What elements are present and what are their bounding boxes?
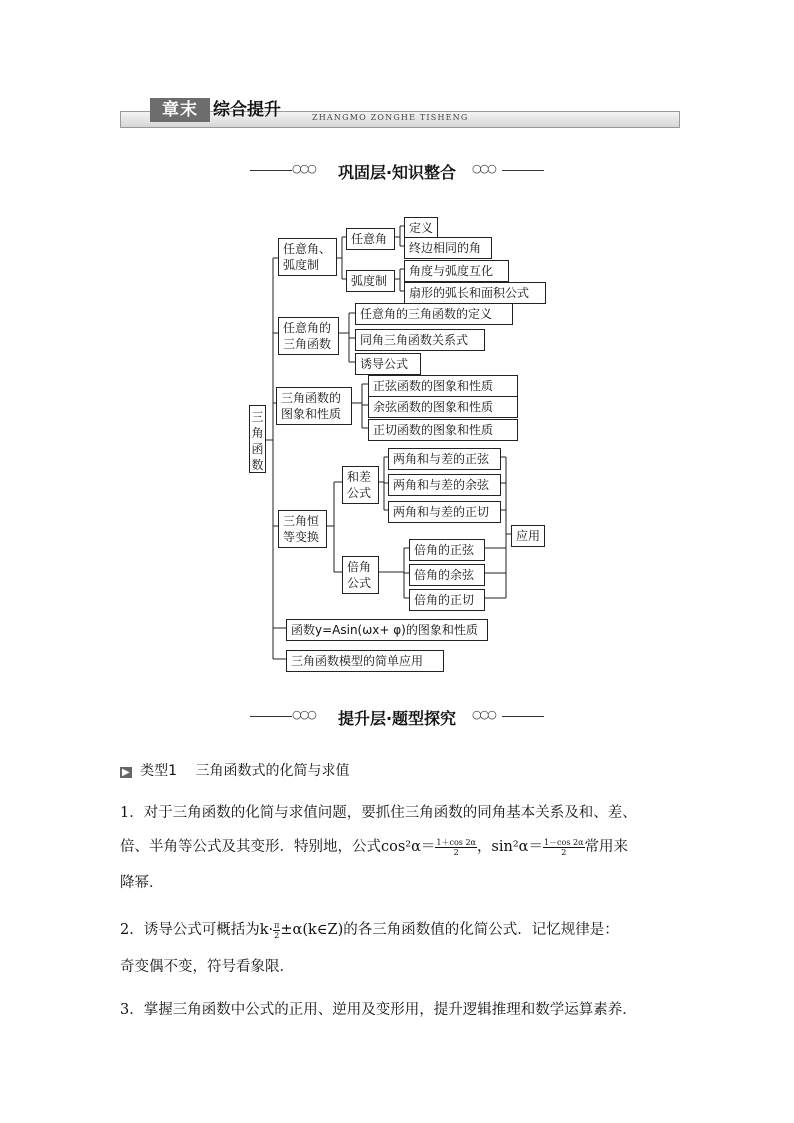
node-angle-radian: 任意角、弧度制 <box>278 238 337 276</box>
fraction-den: 2 <box>561 847 567 857</box>
para-1-line-3: 降幂． <box>120 875 164 891</box>
leaf-coterminal: 终边相同的角 <box>404 237 492 259</box>
leaf-definition: 定义 <box>404 217 438 239</box>
leaf-same-angle-relation: 同角三角函数关系式 <box>355 329 485 351</box>
type-title: 三角函数式的化简与求值 <box>195 763 350 779</box>
node-trig-of-any-angle: 任意角的三角函数 <box>278 317 339 355</box>
formula-k: k· <box>259 922 274 938</box>
chapter-title: 综合提升 <box>213 100 281 120</box>
fraction-cos <box>435 838 477 857</box>
formula-cos2: cos²α＝ <box>381 839 436 855</box>
leaf-induction-formula: 诱导公式 <box>355 353 421 375</box>
type-heading <box>120 760 350 780</box>
node-trig-model: 三角函数模型的简单应用 <box>286 650 444 672</box>
leaf-angle-radian-convert: 角度与弧度互化 <box>404 260 509 282</box>
para-1-line-2 <box>120 832 680 862</box>
formula-sin2: ，sin²α＝ <box>476 839 543 855</box>
rings-icon: ○○○ <box>472 708 495 721</box>
chapter-tag: 章末 <box>150 98 210 122</box>
node-sum-diff-formula: 和差公式 <box>342 466 379 504</box>
node-identity-transform: 三角恒等变换 <box>278 510 327 548</box>
leaf-sector-formula: 扇形的弧长和面积公式 <box>404 282 546 304</box>
play-marker-icon: ▶ <box>122 767 130 778</box>
leaf-double-tangent: 倍角的正切 <box>409 589 485 611</box>
node-radian: 弧度制 <box>346 270 395 292</box>
fraction-num: 1－cos 2α <box>543 837 584 847</box>
leaf-trig-definition: 任意角的三角函数的定义 <box>355 303 513 325</box>
node-asin-function: 函数y=Asin(ωx+ φ)的图象和性质 <box>286 619 488 641</box>
fraction-num: 1＋cos 2α <box>436 837 476 847</box>
fraction-den: 2 <box>453 847 459 857</box>
section-title-consolidate: 巩固层·知识整合 <box>337 163 457 182</box>
para-2-text: 2．诱导公式可概括为 <box>120 922 260 938</box>
mindmap-root: 三角函数 <box>249 405 266 473</box>
fraction-num: π <box>274 920 280 930</box>
para-1-line-1: 1．对于三角函数的化简与求值问题，要抓住三角函数的同角基本关系及和、差、 <box>120 805 637 821</box>
node-double-angle-formula: 倍角公式 <box>342 556 379 594</box>
fraction-sin <box>543 838 585 857</box>
leaf-sum-diff-cosine: 两角和与差的余弦 <box>388 474 501 496</box>
para-2-line-2: 奇变偶不变，符号看象限． <box>120 959 294 975</box>
section-title-explore: 提升层·题型探究 <box>337 709 457 728</box>
para-1-tail: 常用来 <box>584 839 628 855</box>
fraction-den: 2 <box>274 930 280 940</box>
leaf-sine-graph: 正弦函数的图象和性质 <box>368 375 518 397</box>
rings-icon: ○○○ <box>472 162 495 175</box>
leaf-double-sine: 倍角的正弦 <box>409 539 485 561</box>
para-1-text: 倍、半角等公式及其变形．特别地，公式 <box>120 839 381 855</box>
para-2-line-1 <box>120 915 680 945</box>
type-label: 类型1 <box>140 763 178 779</box>
node-graph-properties: 三角函数的图象和性质 <box>276 387 352 425</box>
leaf-application: 应用 <box>511 525 545 547</box>
node-any-angle: 任意角 <box>346 228 395 250</box>
section-line-right <box>502 716 544 717</box>
chapter-pinyin: ZHANGMO ZONGHE TISHENG <box>312 113 469 122</box>
rings-icon: ○○○ <box>292 162 315 175</box>
leaf-sum-diff-sine: 两角和与差的正弦 <box>388 448 501 470</box>
formula-alpha: ±α(k∈Z) <box>280 922 344 938</box>
para-2-tail: 的各三角函数值的化简公式．记忆规律是： <box>343 922 619 938</box>
rings-icon: ○○○ <box>292 708 315 721</box>
leaf-cosine-graph: 余弦函数的图象和性质 <box>368 396 518 418</box>
leaf-tangent-graph: 正切函数的图象和性质 <box>368 419 518 441</box>
para-3: 3．掌握三角函数中公式的正用、逆用及变形用，提升逻辑推理和数学运算素养． <box>120 1002 637 1018</box>
leaf-double-cosine: 倍角的余弦 <box>409 564 485 586</box>
leaf-sum-diff-tangent: 两角和与差的正切 <box>388 501 501 523</box>
